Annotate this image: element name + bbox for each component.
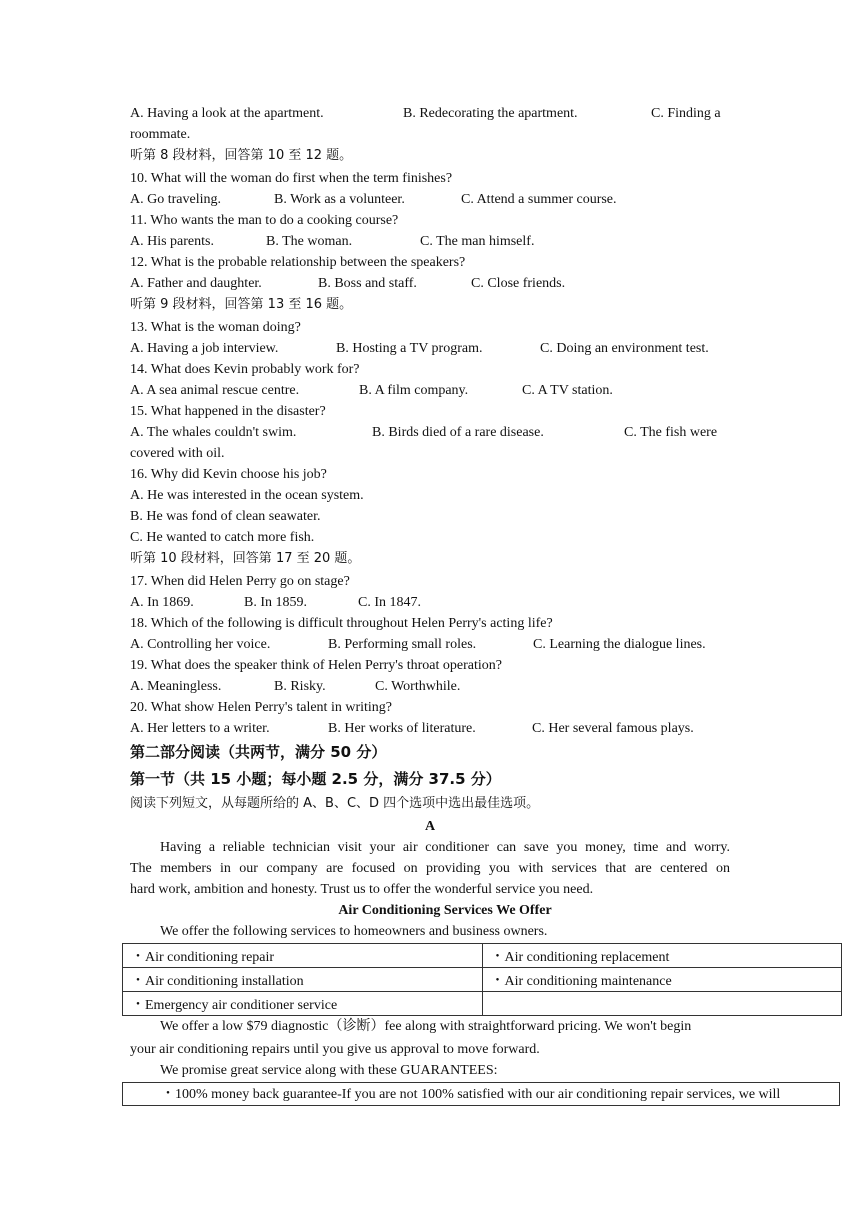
option-b: B. Work as a volunteer. [274, 192, 405, 207]
option-b: B. A film company. [359, 383, 469, 398]
option-b: B. Redecorating the apartment. [403, 106, 578, 121]
option-c: C. Attend a summer course. [461, 192, 617, 207]
question-12: 12. What is the probable relationship between the speakers? [130, 255, 466, 270]
services-title: Air Conditioning Services We Offer [338, 903, 552, 918]
fee-paragraph-line: We offer a low $79 diagnostic（诊断）fee along with straightforward pricing. We won't begin [160, 1019, 692, 1034]
option-a: A. A sea animal rescue centre. [130, 383, 300, 398]
option-b: B. In 1859. [244, 595, 307, 610]
question-14: 14. What does Kevin probably work for? [130, 362, 360, 377]
option-c: C. Doing an environment test. [540, 341, 709, 356]
option-c-continued: roommate. [130, 127, 191, 142]
option-a: A. Go traveling. [130, 192, 221, 207]
table-cell: ・Air conditioning repair [123, 944, 483, 968]
table-cell: ・Air conditioning maintenance [482, 968, 842, 992]
option-a: A. Father and daughter. [130, 276, 262, 291]
question-15: 15. What happened in the disaster? [130, 404, 326, 419]
option-c: C. He wanted to catch more fish. [130, 530, 315, 545]
option-b: B. Birds died of a rare disease. [372, 425, 544, 440]
option-b: B. The woman. [266, 234, 353, 249]
option-c: C. The man himself. [420, 234, 535, 249]
option-a: A. Meaningless. [130, 679, 222, 694]
option-b: B. Risky. [274, 679, 326, 694]
question-17: 17. When did Helen Perry go on stage? [130, 574, 350, 589]
option-c: C. A TV station. [522, 383, 613, 398]
option-c: C. Finding a [651, 106, 721, 121]
question-10: 10. What will the woman do first when the term finishes? [130, 171, 453, 186]
paragraph-line: The members in our company are focused on providing you with services that are centered on [130, 861, 730, 876]
option-c: C. Her several famous plays. [532, 721, 694, 736]
part-2-heading: 第二部分阅读（共两节，满分 50 分） [130, 743, 387, 761]
option-b: B. He was fond of clean seawater. [130, 509, 321, 524]
option-b: B. Boss and staff. [318, 276, 417, 291]
question-20: 20. What show Helen Perry's talent in writing? [130, 700, 392, 715]
option-a: A. The whales couldn't swim. [130, 425, 297, 440]
reading-instruction: 阅读下列短文，从每题所给的 A、B、C、D 四个选项中选出最佳选项。 [130, 796, 540, 811]
option-b: B. Performing small roles. [328, 637, 477, 652]
section-1-heading: 第一节（共 15 小题；每小题 2.5 分，满分 37.5 分） [130, 770, 501, 788]
option-c: C. The fish were [624, 425, 718, 440]
paragraph-line: Having a reliable technician visit your air conditioner can save you money, time and worry. [160, 840, 730, 855]
option-a: A. Having a look at the apartment. [130, 106, 324, 121]
guarantee-box: ・100% money back guarantee-If you are not 100% satisfied with our air conditioning repair services, we will [122, 1082, 840, 1106]
section-instruction-8: 听第 8 段材料，回答第 10 至 12 题。 [130, 148, 353, 163]
table-cell: ・Air conditioning replacement [482, 944, 842, 968]
table-row [123, 944, 842, 968]
passage-label: A [424, 819, 436, 834]
services-intro: We offer the following services to homeowners and business owners. [160, 924, 548, 939]
question-13: 13. What is the woman doing? [130, 320, 301, 335]
table-row [123, 968, 842, 992]
option-c: C. In 1847. [358, 595, 421, 610]
table-cell [482, 992, 842, 1016]
table-cell: ・Air conditioning installation [123, 968, 483, 992]
paragraph-line: hard work, ambition and honesty. Trust us to offer the wonderful service you need. [130, 882, 594, 897]
option-b: B. Hosting a TV program. [336, 341, 483, 356]
question-16: 16. Why did Kevin choose his job? [130, 467, 327, 482]
option-c: C. Learning the dialogue lines. [533, 637, 706, 652]
option-a: A. Controlling her voice. [130, 637, 271, 652]
fee-paragraph-line: your air conditioning repairs until you give us approval to move forward. [130, 1042, 540, 1057]
guarantees-intro: We promise great service along with these GUARANTEES: [160, 1063, 498, 1078]
section-instruction-9: 听第 9 段材料，回答第 13 至 16 题。 [130, 297, 353, 312]
option-a: A. He was interested in the ocean system. [130, 488, 364, 503]
option-c: C. Worthwhile. [375, 679, 461, 694]
option-c-continued: covered with oil. [130, 446, 225, 461]
option-a: A. His parents. [130, 234, 214, 249]
question-18: 18. Which of the following is difficult throughout Helen Perry's acting life? [130, 616, 553, 631]
services-table [122, 943, 842, 1016]
section-instruction-10: 听第 10 段材料，回答第 17 至 20 题。 [130, 551, 361, 566]
option-a: A. Her letters to a writer. [130, 721, 270, 736]
option-a: A. In 1869. [130, 595, 194, 610]
question-11: 11. Who wants the man to do a cooking course? [130, 213, 399, 228]
option-a: A. Having a job interview. [130, 341, 279, 356]
table-cell: ・Emergency air conditioner service [123, 992, 483, 1016]
table-row [123, 992, 842, 1016]
question-19: 19. What does the speaker think of Helen Perry's throat operation? [130, 658, 502, 673]
option-b: B. Her works of literature. [328, 721, 476, 736]
option-c: C. Close friends. [471, 276, 566, 291]
